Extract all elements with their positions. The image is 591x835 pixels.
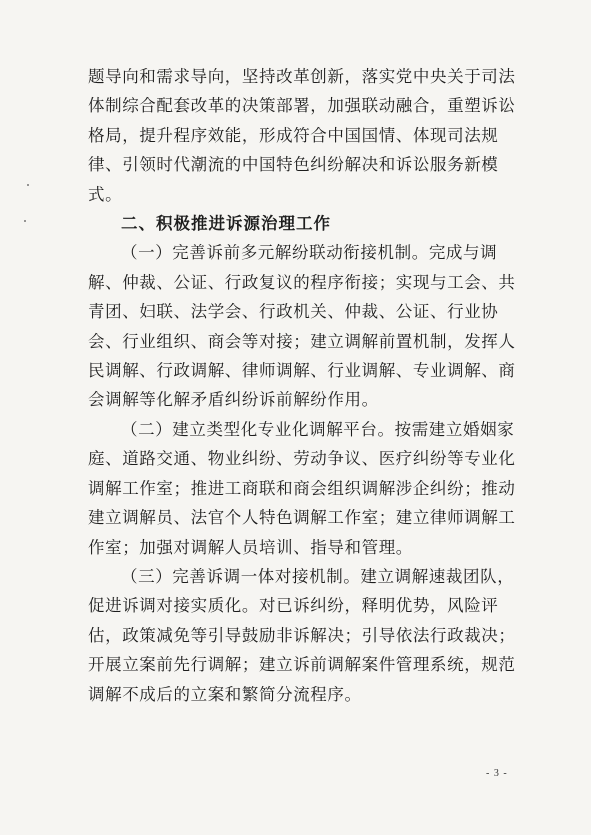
item-lead: （三）完善诉调一体对接机制。	[121, 566, 361, 586]
page-number: - 3 -	[486, 768, 508, 779]
item-text: 按需建立婚姻家庭、道路交通、物业纠纷、劳动争议、医疗纠纷等专业化调解工作室；推进工商联和商会组织调解涉企纠纷；推动建立调解员、法官个人特色调解工作室；建立律师调解工作室；加强对调解人员培训、指导和管理。	[88, 419, 516, 557]
list-item	[88, 238, 520, 414]
item-lead: （二）建立类型化专业化调解平台。	[121, 419, 395, 439]
item-text: 建立调解速裁团队，促进诉调对接实质化。对已诉纠纷，释明优势，风险评估，政策减免等引导鼓励非诉解决；引导依法行政裁决；开展立案前先行调解；建立诉前调解案件管理系统，规范调解不成后的立案和繁简分流程序。	[88, 566, 516, 704]
item-lead: （一）完善诉前多元解纷联动衔接机制。	[121, 243, 429, 263]
paragraph-continuation: 题导向和需求导向，坚持改革创新，落实党中央关于司法体制综合配套改革的决策部署，加强联动融合，重塑诉讼格局，提升程序效能，形成符合中国国情、体现司法规律、引领时代潮流的中国特色纠纷解决和诉讼服务新模式。	[88, 67, 516, 204]
item-text: 完成与调解、仲裁、公证、行政复议的程序衔接；实现与工会、共青团、妇联、法学会、行政机关、仲裁、公证、行业协会、行业组织、商会等对接；建立调解前置机制，发挥人民调解、行政调解、律师调解、行业调解、专业调解、商会调解等化解矛盾纠纷诉前解纷作用。	[88, 243, 516, 410]
list-item	[88, 415, 520, 562]
scan-speck	[27, 184, 29, 186]
list-item	[88, 562, 520, 709]
section-heading: 二、积极推进诉源治理工作	[121, 214, 331, 234]
scan-speck	[24, 220, 26, 222]
document-body	[88, 62, 520, 709]
